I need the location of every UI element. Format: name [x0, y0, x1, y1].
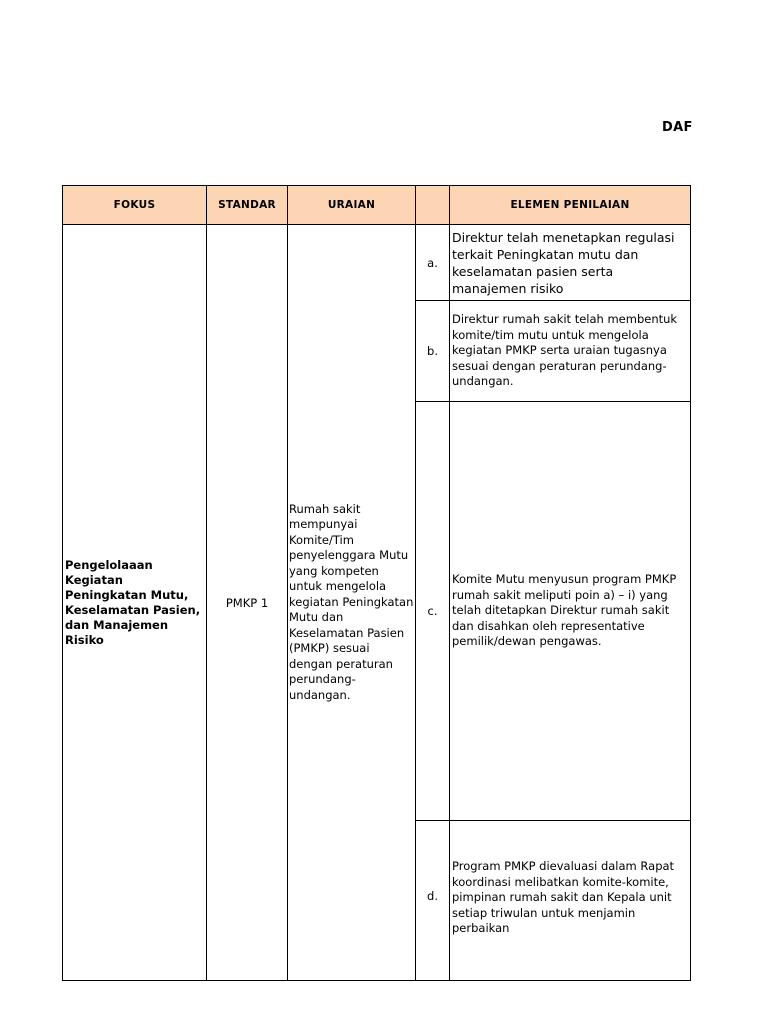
header-fokus: FOKUS: [63, 186, 207, 225]
uraian-cell: Rumah sakit mempunyai Komite/Tim penyelenggara Mutu yang kompeten untuk mengelola kegiatan Peningkatan Mutu dan Keselamatan Pasien (PMKP) sesuai dengan peraturan perundang-undangan.: [288, 225, 416, 981]
header-standar: STANDAR: [207, 186, 288, 225]
assessment-table: [62, 185, 691, 981]
table-header-row: [63, 186, 691, 225]
element-text: [450, 821, 691, 981]
element-text: Komite Mutu menyusun program PMKP rumah sakit meliputi poin a) – i) yang telah ditetapkan Direktur rumah sakit dan disahkan oleh representative pemilik/dewan pengawas.: [450, 402, 691, 821]
element-letter-text: d.: [427, 889, 438, 903]
header-uraian: URAIAN: [288, 186, 416, 225]
element-letter: a.: [416, 225, 450, 301]
table-row: [63, 225, 691, 301]
element-text: Direktur rumah sakit telah membentuk komite/tim mutu untuk mengelola kegiatan PMKP serta uraian tugasnya sesuai dengan peraturan perundang-undangan.: [450, 301, 691, 402]
document-title: DAF: [662, 120, 693, 135]
element-text: Direktur telah menetapkan regulasi terkait Peningkatan mutu dan keselamatan pasien serta manajemen risiko: [450, 225, 691, 301]
element-letter: [416, 821, 450, 981]
fokus-cell: Pengelolaaan Kegiatan Peningkatan Mutu, Keselamatan Pasien, dan Manajemen Risiko: [63, 225, 207, 981]
element-text-content: Program PMKP dievaluasi dalam Rapat koordinasi melibatkan komite-komite, pimpinan rumah sakit dan Kepala unit setiap triwulan untuk menjamin perbaikan: [452, 859, 675, 935]
element-letter: b.: [416, 301, 450, 402]
standar-cell: PMKP 1: [207, 225, 288, 981]
header-elemen-penilaian: ELEMEN PENILAIAN: [450, 186, 691, 225]
element-letter: c.: [416, 402, 450, 821]
header-item: [416, 186, 450, 225]
assessment-table-viewport: [62, 185, 690, 935]
